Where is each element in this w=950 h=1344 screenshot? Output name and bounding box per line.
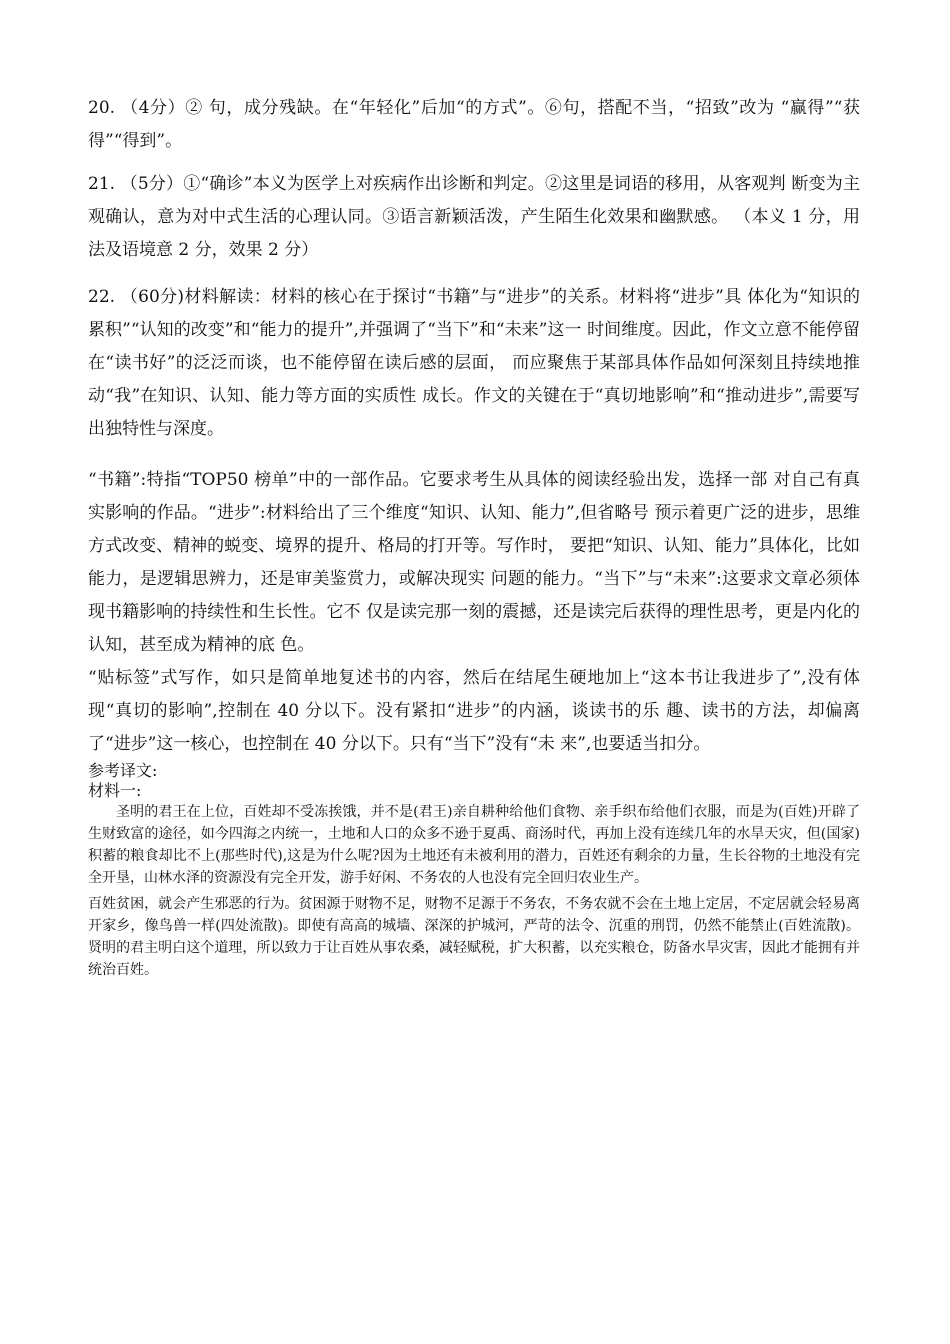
answer-q21: 21. （5分）①“确诊”本义为医学上对疾病作出诊断和判定。②这里是词语的移用，从客观判 断变为主观确认，意为对中式生活的心理认同。③语言新颖活泼，产生陌生化效果和幽默感。 （本义 1 分，用法及语境意 2 分，效果 2 分）: [88, 174, 860, 260]
material-one-title: 材料一:: [88, 781, 142, 800]
translation-heading: 参考译文:: [88, 761, 158, 780]
translation-paragraph-1: 圣明的君王在上位，百姓却不受冻挨饿，并不是(君王)亲自耕种给他们食物、亲手织布给他们衣服，而是为(百姓)开辟了生财致富的途径，如今四海之内统一，土地和人口的众多不逊于夏禹、商汤时代，再加上没有连续几年的水旱天灾，但(国家)积蓄的粮食却比不上(那些时代),这是为什么呢?因为土地还有未被利用的潜力，百姓还有剩余的力量，生长谷物的土地没有完全开垦，山林水泽的资源没有完全开发，游手好闲、不务农的人也没有完全回归农业生产。: [88, 804, 860, 886]
label-writing-note: “贴标签”式写作，如只是简单地复述书的内容，然后在结尾生硬地加上“这本书让我进步了”,没有体现“真切的影响”,控制在 40 分以下。没有紧扣“进步”的内涵，谈读书的乐 趣、读书的方法，却偏离了“进步”这一核心，也控制在 40 分以下。只有“当下”没有“未 来”,也要适当扣分。: [88, 668, 860, 754]
answer-q22: 22. （60分)材料解读：材料的核心在于探讨“书籍”与“进步”的关系。材料将“进步”具 体化为“知识的累积”“认知的改变”和“能力的提升”,并强调了“当下”和“未来”这一 时间维度。因此，作文立意不能停留在“读书好”的泛泛而谈，也不能停留在读后感的层面， 而应聚焦于某部具体作品如何深刻且持续地推动“我”在知识、认知、能力等方面的实质性 成长。作文的关键在于“真切地影响”和“推动进步”,需要写出独特性与深度。: [88, 287, 860, 439]
answer-q20: 20. （4分）② 句，成分残缺。在“年轻化”后加“的方式”。⑥句，搭配不当，“招致”改为 “赢得”“获得”“得到”。: [88, 98, 860, 151]
translation-paragraph-2: 百姓贫困，就会产生邪恶的行为。贫困源于财物不足，财物不足源于不务农，不务农就不会在土地上定居，不定居就会轻易离开家乡，像鸟兽一样(四处流散)。即使有高高的城墙、深深的护城河，严苛的法令、沉重的刑罚，仍然不能禁止(百姓流散)。贤明的君主明白这个道理，所以致力于让百姓从事农桑，减轻赋税，扩大积蓄，以充实粮仓，防备水旱灾害，因此才能拥有并统治百姓。: [88, 896, 860, 978]
answer-document: [88, 92, 860, 981]
book-progress-explanation: “书籍”:特指“TOP50 榜单”中的一部作品。它要求考生从具体的阅读经验出发，选择一部 对自己有真实影响的作品。“进步”:材料给出了三个维度“知识、认知、能力”,但省略号 预示着更广泛的进步，思维方式改变、精神的蜕变、境界的提升、格局的打开等。写作时， 要把“知识、认知、能力”具体化，比如能力，是逻辑思辨力，还是审美鉴赏力，或解决现实 问题的能力。“当下”与“未来”:这要求文章必须体现书籍影响的持续性和生长性。它不 仅是读完那一刻的震撼，还是读完后获得的理性思考，更是内化的认知，甚至成为精神的底 色。: [88, 470, 860, 655]
